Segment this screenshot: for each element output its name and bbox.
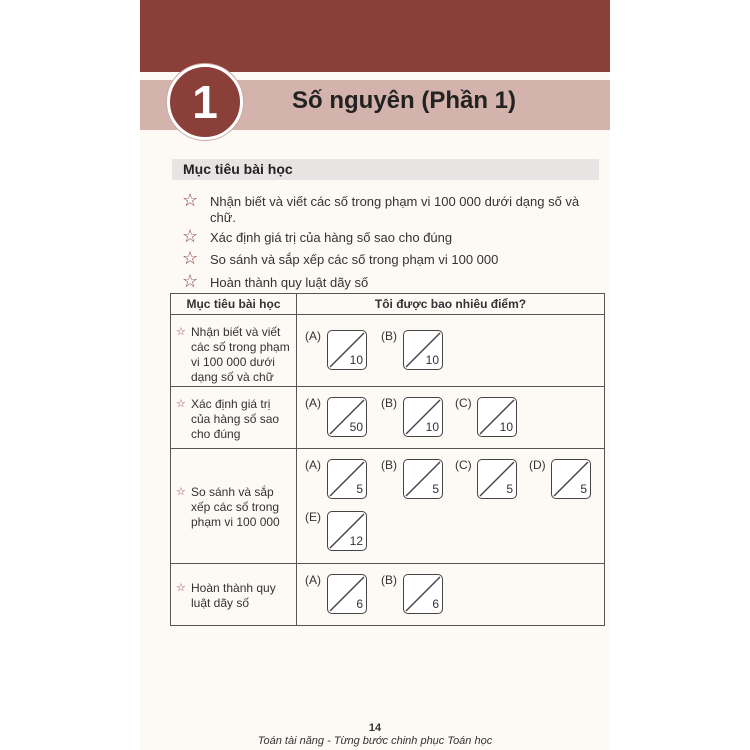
score-max-value: 10 <box>425 420 439 434</box>
page-number: 14 <box>368 722 382 734</box>
chapter-number-badge: 1 <box>167 64 243 140</box>
score-max-value: 10 <box>499 420 513 434</box>
objective-item <box>182 190 602 226</box>
header-objective: Mục tiêu bài học <box>171 294 297 315</box>
row-label-wrap <box>171 485 296 530</box>
star-outline-icon: ☆ <box>182 248 199 268</box>
score-max-value: 5 <box>580 482 587 496</box>
score-cell <box>297 387 604 448</box>
star-outline-icon: ☆ <box>182 271 199 291</box>
header-band <box>140 0 610 72</box>
score-box-label: (B) <box>381 573 397 587</box>
score-fraction-box-icon[interactable] <box>477 397 517 437</box>
score-fraction-box-icon[interactable] <box>327 459 367 499</box>
row-label-wrap <box>171 397 296 442</box>
score-box-label: (C) <box>455 396 472 410</box>
score-box-label: (A) <box>305 329 321 343</box>
score-max-value: 5 <box>356 482 363 496</box>
score-table <box>170 293 605 626</box>
score-box-item <box>381 458 457 502</box>
score-box-item <box>305 573 381 617</box>
objective-text: Nhận biết và viết các số trong phạm vi 100 000 dưới dạng số và chữ. <box>210 194 580 225</box>
score-max-value: 50 <box>349 420 363 434</box>
objective-text: Xác định giá trị của hàng số sao cho đúng <box>210 230 453 245</box>
score-max-value: 10 <box>349 353 363 367</box>
star-outline-icon: ☆ <box>176 398 186 410</box>
score-max-value: 5 <box>432 482 439 496</box>
section-title: Mục tiêu bài học <box>183 161 293 177</box>
score-box-item <box>305 510 381 554</box>
objective-item <box>182 248 602 268</box>
score-fraction-box-icon[interactable] <box>403 397 443 437</box>
score-box-label: (A) <box>305 458 321 472</box>
star-outline-icon: ☆ <box>182 226 199 246</box>
score-box-label: (E) <box>305 510 321 524</box>
row-label: Nhận biết và viết các số trong phạm vi 100 000 dưới dạng số và chữ <box>191 325 290 384</box>
score-box-label: (C) <box>455 458 472 472</box>
score-box-item <box>305 458 381 502</box>
score-fraction-box-icon[interactable] <box>403 459 443 499</box>
score-max-value: 10 <box>425 353 439 367</box>
score-box-label: (A) <box>305 573 321 587</box>
star-outline-icon: ☆ <box>182 190 199 210</box>
score-box-item <box>381 329 457 373</box>
score-fraction-box-icon[interactable] <box>403 574 443 614</box>
row-label: Xác định giá trị của hàng số sao cho đúng <box>191 397 280 441</box>
header-score: Tôi được bao nhiêu điểm? <box>297 294 605 315</box>
score-box-label: (D) <box>529 458 546 472</box>
star-outline-icon: ☆ <box>176 582 186 594</box>
row-label-wrap <box>171 325 296 385</box>
row-label: Hoàn thành quy luật dãy số <box>191 581 276 610</box>
score-box-item <box>305 329 381 373</box>
objective-item <box>182 271 602 291</box>
score-box-item <box>305 396 381 440</box>
score-cell <box>297 315 604 386</box>
score-max-value: 5 <box>506 482 513 496</box>
row-label: So sánh và sắp xếp các số trong phạm vi 100 000 <box>191 485 280 529</box>
objective-text: So sánh và sắp xếp các số trong phạm vi 100 000 <box>210 252 499 267</box>
score-fraction-box-icon[interactable] <box>403 330 443 370</box>
score-fraction-box-icon[interactable] <box>327 574 367 614</box>
score-table-header <box>171 294 605 315</box>
score-box-label: (B) <box>381 329 397 343</box>
score-box-item <box>381 396 457 440</box>
score-box-item <box>381 573 457 617</box>
score-max-value: 6 <box>432 597 439 611</box>
score-fraction-box-icon[interactable] <box>477 459 517 499</box>
table-row <box>171 449 605 564</box>
star-outline-icon: ☆ <box>176 486 186 498</box>
book-title-footer: Toán tài năng - Từng bước chinh phục Toán học <box>257 735 493 747</box>
score-max-value: 12 <box>349 534 363 548</box>
star-outline-icon: ☆ <box>176 326 186 338</box>
table-row <box>171 564 605 626</box>
score-max-value: 6 <box>356 597 363 611</box>
objective-item <box>182 226 602 246</box>
score-fraction-box-icon[interactable] <box>327 397 367 437</box>
score-box-label: (A) <box>305 396 321 410</box>
score-cell <box>297 564 604 625</box>
score-box-item <box>455 458 531 502</box>
chapter-title: Số nguyên (Phần 1) <box>292 87 517 114</box>
row-label-wrap <box>171 581 296 611</box>
score-cell <box>297 449 604 563</box>
score-box-label: (B) <box>381 396 397 410</box>
objective-text: Hoàn thành quy luật dãy số <box>210 275 369 290</box>
score-fraction-box-icon[interactable] <box>551 459 591 499</box>
score-box-item <box>529 458 605 502</box>
score-fraction-box-icon[interactable] <box>327 330 367 370</box>
score-fraction-box-icon[interactable] <box>327 511 367 551</box>
table-row <box>171 315 605 387</box>
score-box-item <box>455 396 531 440</box>
score-box-label: (B) <box>381 458 397 472</box>
table-row <box>171 387 605 449</box>
